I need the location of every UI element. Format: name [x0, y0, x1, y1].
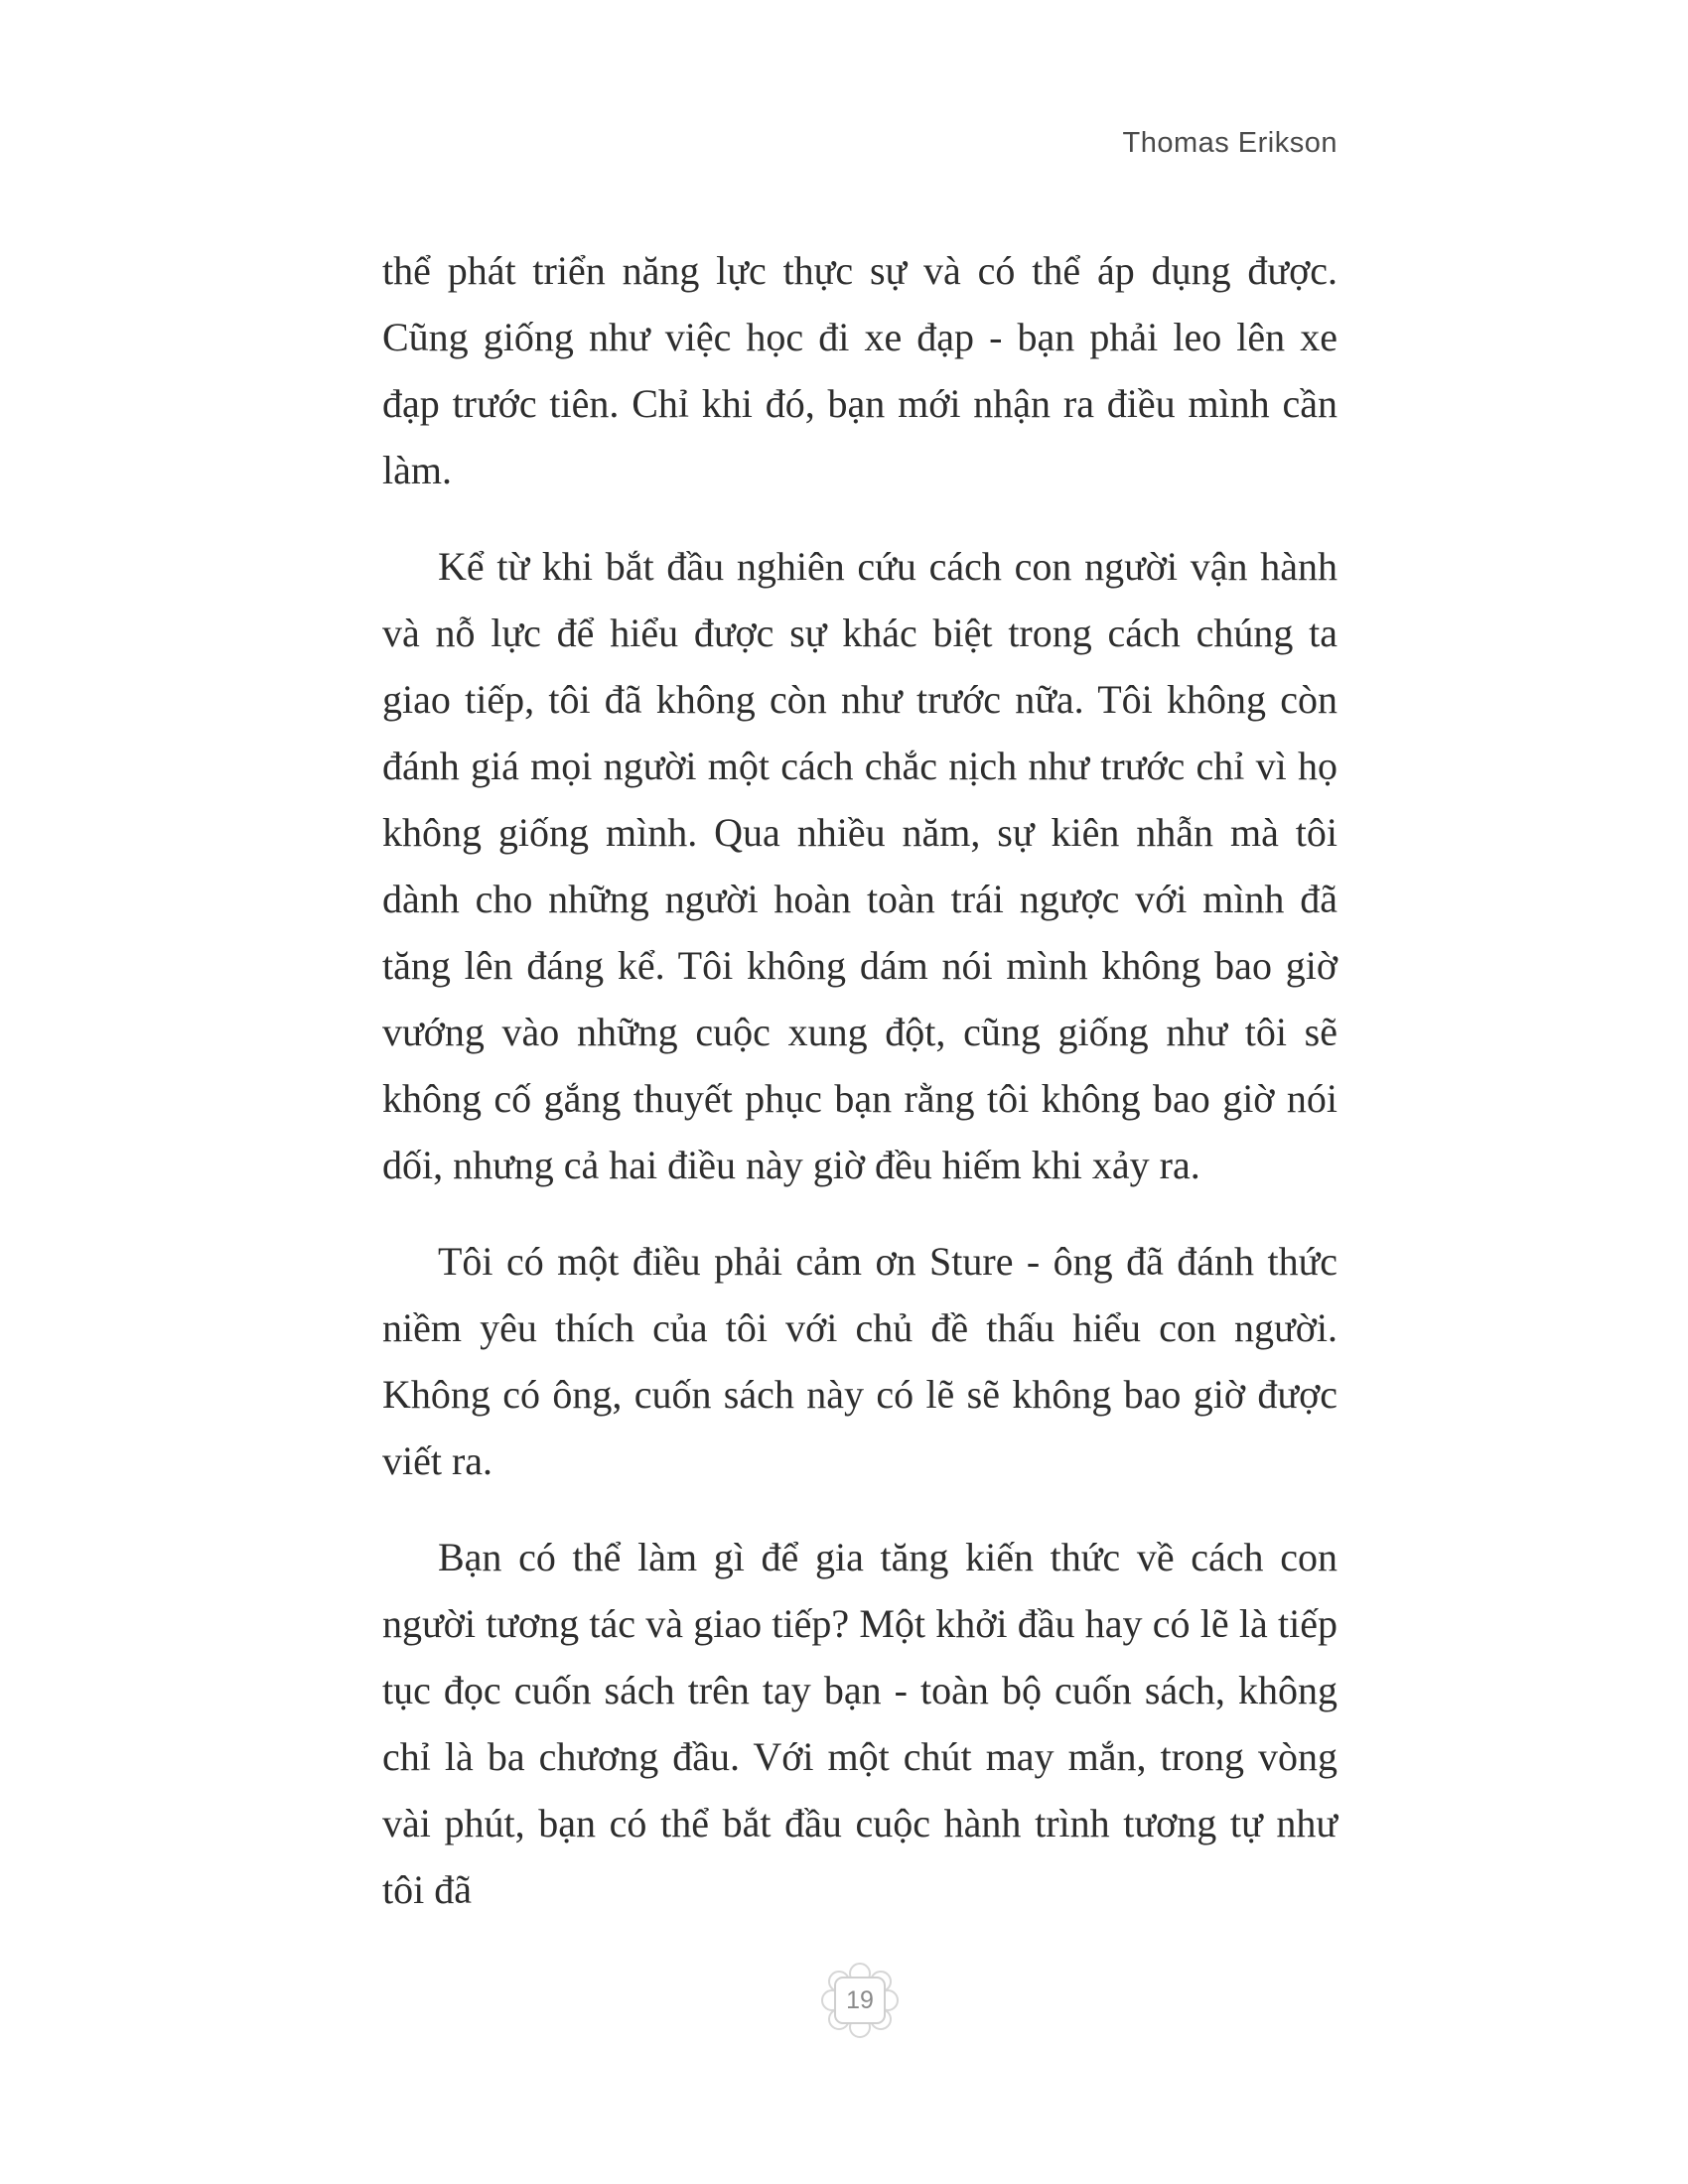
- paragraph-2: Kể từ khi bắt đầu nghiên cứu cách con người vận hành và nỗ lực để hiểu được sự khác biệt trong cách chúng ta giao tiếp, tôi đã không còn như trước nữa. Tôi không còn đánh giá mọi người một cách chắc nịch như trước chỉ vì họ không giống mình. Qua nhiều năm, sự kiên nhẫn mà tôi dành cho những người hoàn toàn trái ngược với mình đã tăng lên đáng kể. Tôi không dám nói mình không bao giờ vướng vào những cuộc xung đột, cũng giống như tôi sẽ không cố gắng thuyết phục bạn rằng tôi không bao giờ nói dối, nhưng cả hai điều này giờ đều hiếm khi xảy ra.: [382, 544, 1337, 1187]
- body-text: [382, 237, 1337, 1923]
- page-number-box: [834, 1977, 886, 2024]
- page-footer: [382, 1961, 1337, 2040]
- page-number: 19: [846, 1985, 874, 2014]
- running-header-author: Thomas Erikson: [1122, 127, 1337, 159]
- paragraph-4: Bạn có thể làm gì để gia tăng kiến thức về cách con người tương tác và giao tiếp? Một khởi đầu hay có lẽ là tiếp tục đọc cuốn sách trên tay bạn - toàn bộ cuốn sách, không chỉ là ba chương đầu. Với một chút may mắn, trong vòng vài phút, bạn có thể bắt đầu cuộc hành trình tương tự như tôi đã: [382, 1535, 1337, 1912]
- paragraph-3: Tôi có một điều phải cảm ơn Sture - ông đã đánh thức niềm yêu thích của tôi với chủ đề thấu hiểu con người. Không có ông, cuốn sách này có lẽ sẽ không bao giờ được viết ra.: [382, 1239, 1337, 1483]
- text-column: [382, 127, 1337, 1923]
- paragraph-1: thể phát triển năng lực thực sự và có thể áp dụng được. Cũng giống như việc học đi xe đạp - bạn phải leo lên xe đạp trước tiên. Chỉ khi đó, bạn mới nhận ra điều mình cần làm.: [382, 248, 1337, 492]
- page-number-ornament-icon: [820, 1961, 900, 2040]
